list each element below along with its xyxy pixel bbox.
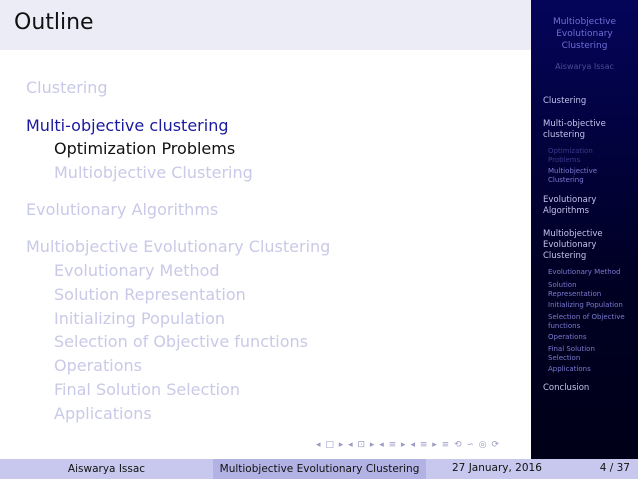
sidebar-item-evolutionary-algorithms[interactable]: Evolutionary Algorithms (543, 195, 597, 216)
sidebar-item-multi-objective-clustering[interactable]: Multi-objective clustering (543, 119, 606, 140)
outline-subsection-selection-objective-functions[interactable]: Selection of Objective functions (54, 332, 308, 351)
sidebar-title: Multiobjective Evolutionary Clustering (552, 17, 617, 51)
outline-section-evolutionary-algorithms[interactable]: Evolutionary Algorithms (26, 200, 219, 219)
sidebar-item-selection-objective-functions[interactable]: Selection of Objective functions (548, 313, 625, 330)
sidebar-item-moec[interactable]: Multiobjective Evolutionary Clustering (543, 229, 603, 261)
footer-page-number: 4 / 37 (599, 462, 630, 474)
outline-section-multi-objective-clustering[interactable]: Multi-objective clustering (26, 116, 229, 135)
outline-section-clustering[interactable]: Clustering (26, 78, 108, 97)
sidebar-item-final-solution-selection[interactable]: Final Solution Selection (548, 345, 595, 362)
sidebar-author: Aiswarya Issac (555, 62, 614, 71)
sidebar-item-conclusion[interactable]: Conclusion (543, 383, 590, 393)
beamer-navigation-icons[interactable]: ◂ □ ▸ ◂ ⊡ ▸ ◂ ≡ ▸ ◂ ≡ ▸ ≡ ⟲ ∽ ◎ ⟳ (316, 440, 501, 450)
footer-author: Aiswarya Issac (0, 459, 213, 479)
footer-date-page (426, 459, 638, 479)
outline-subsection-solution-representation[interactable]: Solution Representation (54, 285, 246, 304)
sidebar-item-multiobjective-clustering[interactable]: Multiobjective Clustering (548, 167, 598, 184)
sidebar-item-applications[interactable]: Applications (548, 365, 591, 373)
outline-subsection-multiobjective-clustering[interactable]: Multiobjective Clustering (54, 163, 253, 182)
outline-subsection-initializing-population[interactable]: Initializing Population (54, 309, 226, 328)
sidebar-item-operations[interactable]: Operations (548, 333, 587, 341)
sidebar-item-clustering[interactable]: Clustering (543, 96, 587, 106)
outline-subsection-evolutionary-method[interactable]: Evolutionary Method (54, 261, 220, 280)
sidebar-item-initializing-population[interactable]: Initializing Population (548, 301, 623, 309)
outline-subsection-optimization-problems[interactable]: Optimization Problems (54, 139, 236, 158)
footer-title: Multiobjective Evolutionary Clustering (213, 459, 426, 479)
sidebar (531, 0, 638, 459)
frame-title-bar (0, 0, 531, 50)
footer-date: 27 January, 2016 (452, 462, 542, 474)
sidebar-item-optimization-problems[interactable]: Optimization Problems (548, 147, 593, 164)
outline-subsection-applications[interactable]: Applications (54, 404, 152, 423)
outline-subsection-final-solution-selection[interactable]: Final Solution Selection (54, 380, 240, 399)
frame-title: Outline (14, 10, 94, 35)
sidebar-item-solution-representation[interactable]: Solution Representation (548, 281, 602, 298)
outline-section-moec[interactable]: Multiobjective Evolutionary Clustering (26, 237, 331, 256)
sidebar-item-evolutionary-method[interactable]: Evolutionary Method (548, 268, 621, 276)
footer (0, 459, 638, 479)
outline-subsection-operations[interactable]: Operations (54, 356, 142, 375)
